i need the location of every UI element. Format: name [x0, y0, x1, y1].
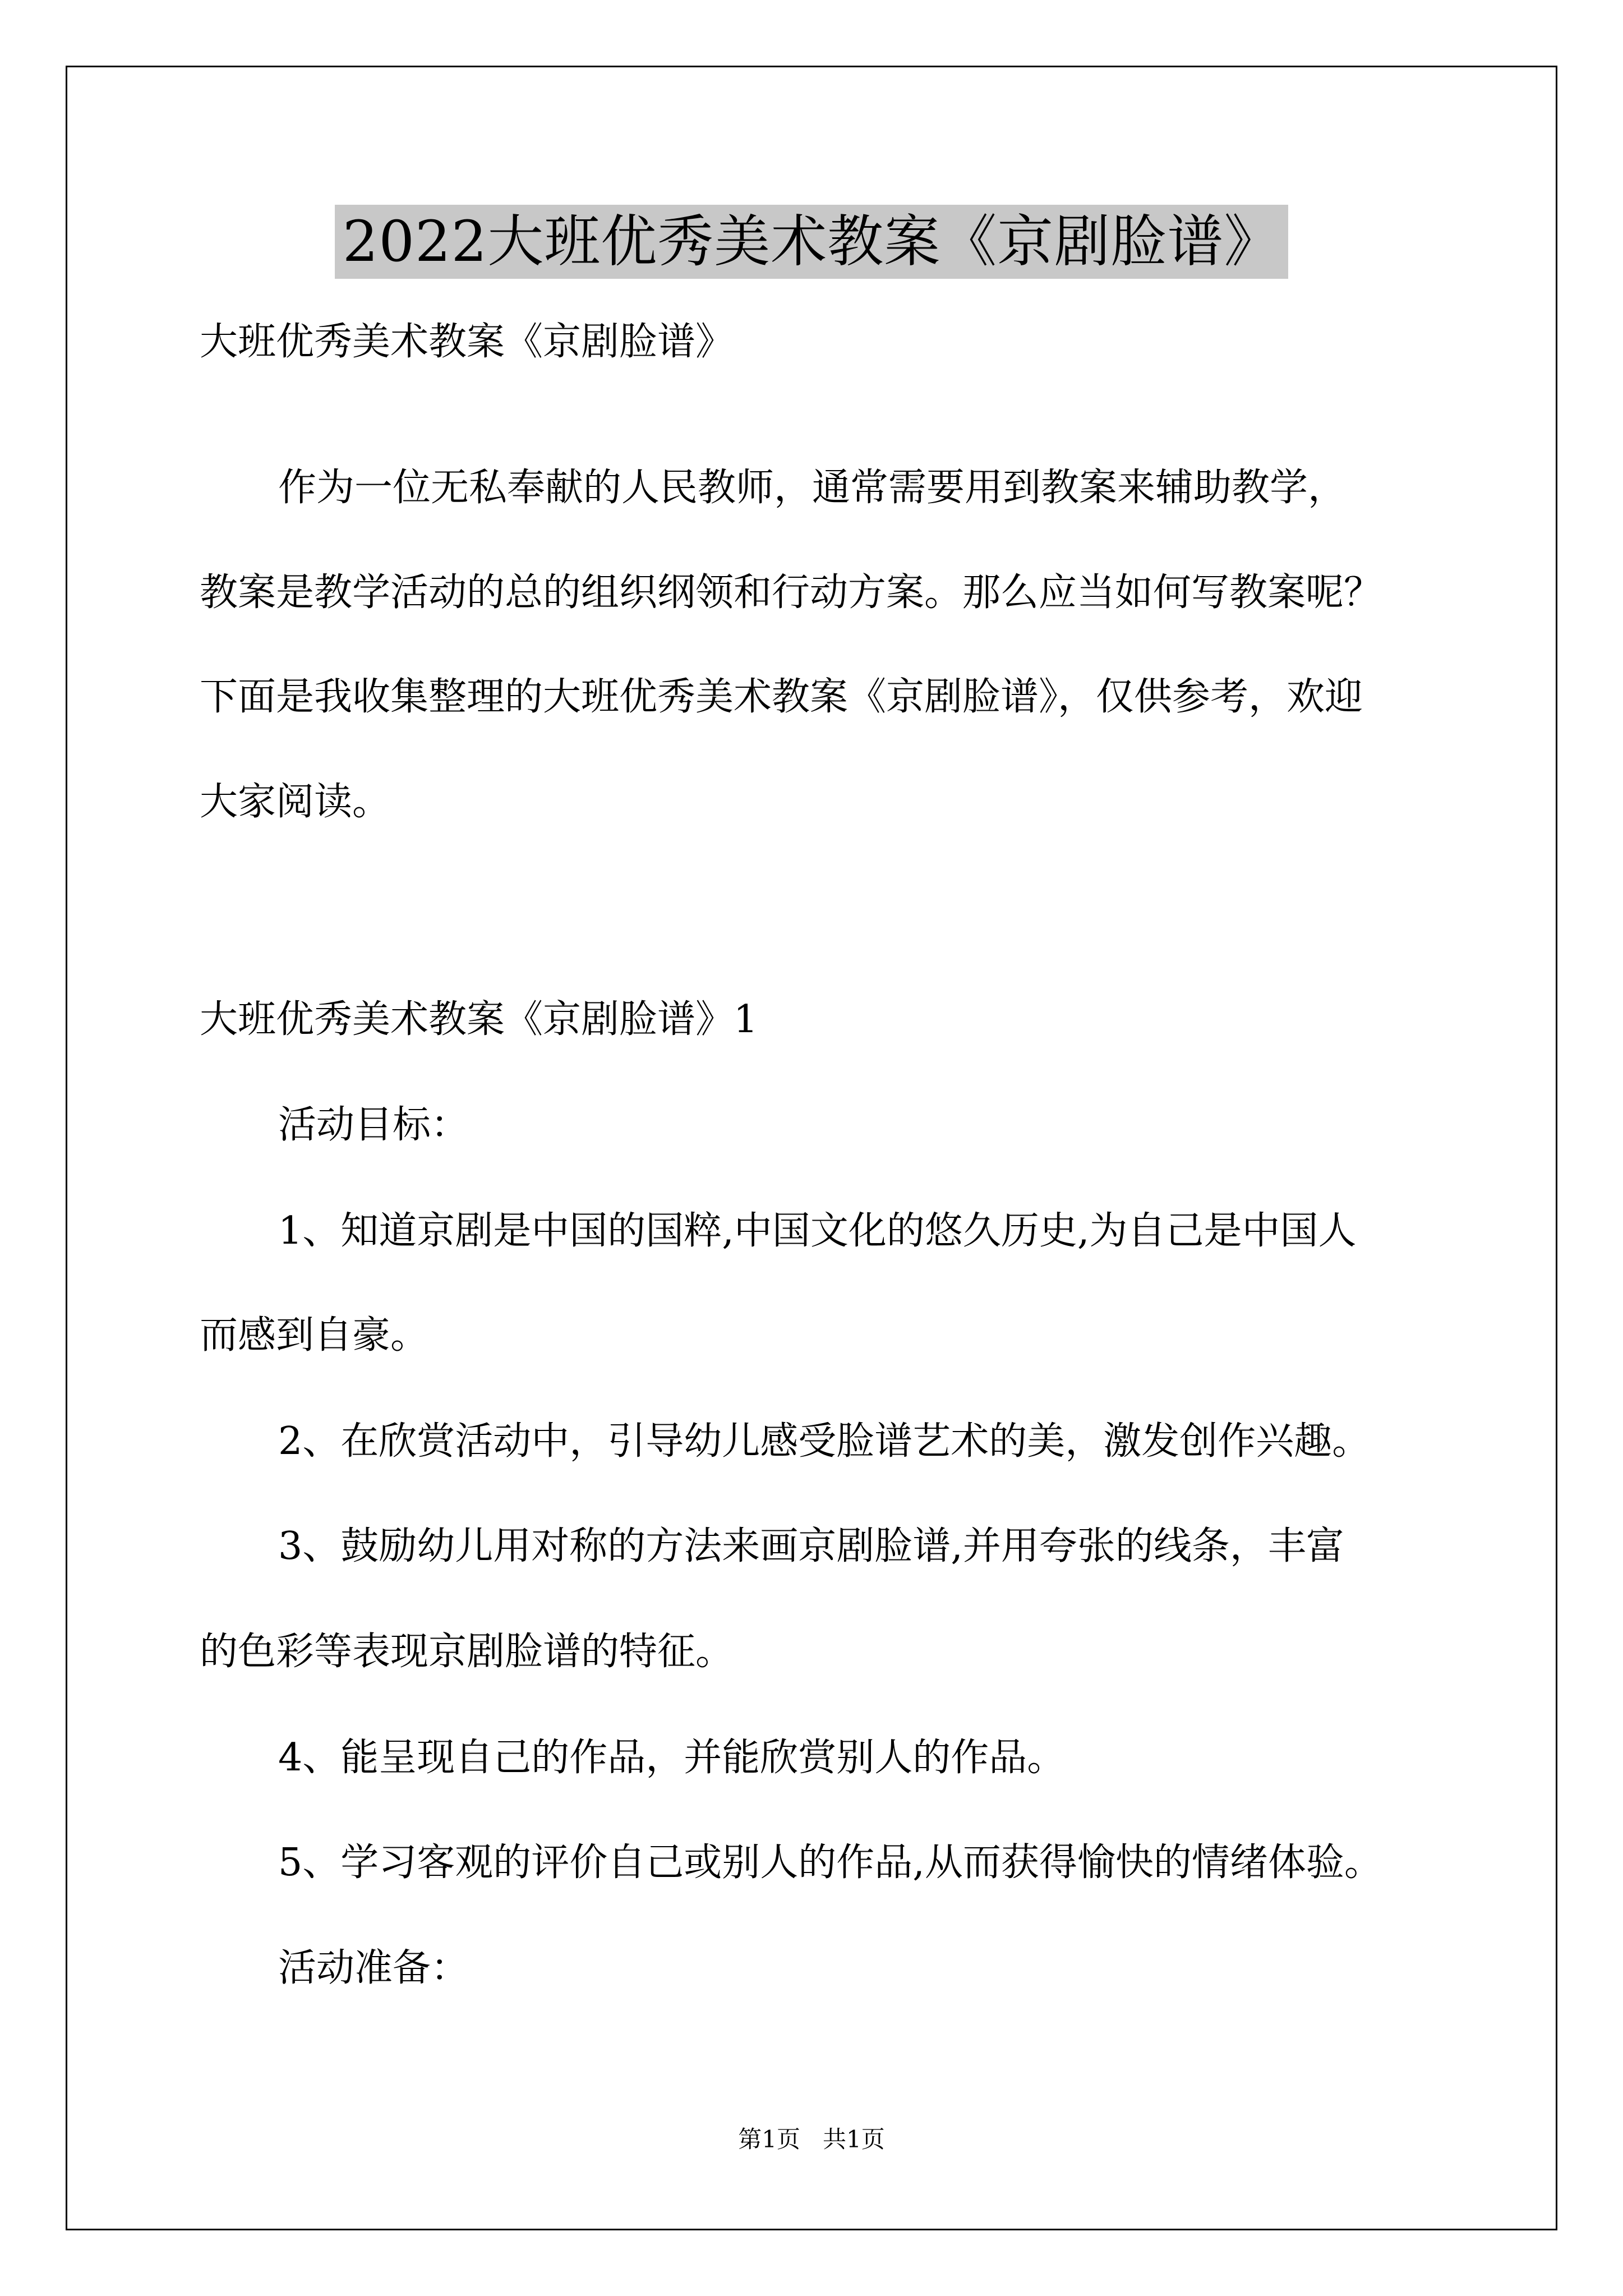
intro-line-3: 下面是我收集整理的大班优秀美术教案《京剧脸谱》，仅供参考，欢迎	[200, 675, 1363, 719]
page-footer: 第1页 共1页	[738, 2125, 885, 2153]
section-heading: 大班优秀美术教案《京剧脸谱》1	[200, 997, 758, 1042]
goal-1-line-1: 1、知道京剧是中国的国粹,中国文化的悠久历史,为自己是中国人	[278, 1209, 1357, 1253]
preparation-heading: 活动准备：	[278, 1946, 469, 1990]
goal-2: 2、在欣赏活动中，引导幼儿感受脸谱艺术的美，激发创作兴趣。	[278, 1419, 1371, 1464]
goal-1-line-2: 而感到自豪。	[200, 1313, 429, 1358]
goal-3-line-1: 3、鼓励幼儿用对称的方法来画京剧脸谱,并用夸张的线条，丰富	[278, 1524, 1344, 1568]
intro-line-1: 作为一位无私奉献的人民教师，通常需要用到教案来辅助教学，	[278, 466, 1347, 510]
intro-line-2: 教案是教学活动的总的组织纲领和行动方案。那么应当如何写教案呢？	[200, 570, 1382, 615]
goal-3-line-2: 的色彩等表现京剧脸谱的特征。	[200, 1630, 734, 1674]
subtitle-line: 大班优秀美术教案《京剧脸谱》	[200, 320, 734, 364]
goal-5: 5、学习客观的评价自己或别人的作品,从而获得愉快的情绪体验。	[278, 1841, 1382, 1885]
goals-heading: 活动目标：	[278, 1103, 469, 1147]
intro-line-4: 大家阅读。	[200, 780, 391, 824]
document-title: 2022大班优秀美术教案《京剧脸谱》	[335, 205, 1289, 279]
goal-4: 4、能呈现自己的作品，并能欣赏别人的作品。	[278, 1736, 1066, 1780]
title-container	[0, 205, 1623, 279]
